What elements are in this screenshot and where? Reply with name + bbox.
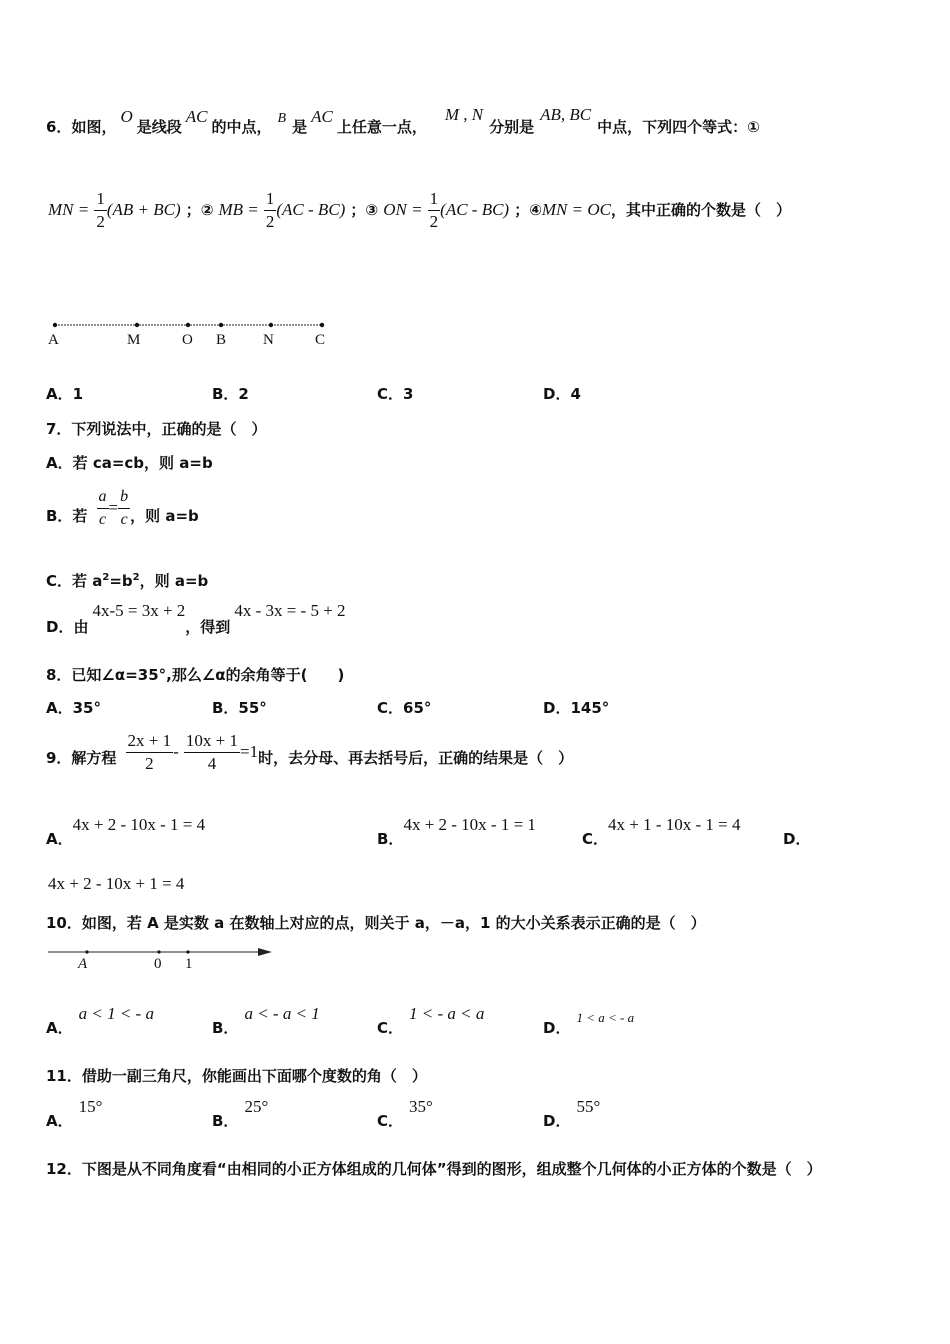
q8-option-d[interactable]: D．145° (543, 699, 610, 717)
axis-point-a (85, 950, 88, 953)
point-label-o: O (182, 332, 193, 348)
q9-option-d-label[interactable]: D． (783, 830, 811, 848)
q11-option-c[interactable]: C．35° (377, 1097, 433, 1130)
q7-option-c[interactable]: C．若 $a^2=b^2$，则 a=b (46, 572, 209, 590)
axis-point-0 (157, 950, 160, 953)
axis-label-1: 1 (185, 956, 193, 972)
q6-option-a[interactable]: A．1 (46, 385, 84, 403)
q6-option-d[interactable]: D．4 (543, 385, 581, 403)
q8-option-b[interactable]: B．55° (212, 699, 267, 717)
q9-option-a[interactable]: A．4x + 2 - 10x - 1 = 4 (46, 815, 206, 848)
point-n (269, 323, 273, 327)
point-label-n: N (263, 332, 274, 348)
q11-option-b[interactable]: B．25° (212, 1097, 269, 1130)
q10-option-c[interactable]: C．1 < - a < a (377, 1004, 485, 1037)
axis-label-0: 0 (154, 956, 162, 972)
q10-option-d[interactable]: D．1 < a < - a (543, 1010, 635, 1037)
axis-label-a: A (78, 956, 88, 972)
q6-option-c[interactable]: C．3 (377, 385, 414, 403)
q7-option-b[interactable]: B．若 $\frac{a}{c}$ = $\frac{b}{c}$ ，则 a=b (46, 488, 199, 528)
q7-stem: 7．下列说法中，正确的是（ ） (46, 420, 267, 438)
point-label-c: C (315, 332, 326, 348)
point-b (219, 323, 223, 327)
q8-stem: 8．已知∠α=35°,那么∠α的余角等于( ) (46, 666, 345, 684)
point-m (135, 323, 139, 327)
axis-point-1 (186, 950, 189, 953)
q8-option-c[interactable]: C．65° (377, 699, 432, 717)
q12-stem: 12．下图是从不同角度看“由相同的小正方体组成的几何体”得到的图形，组成整个几何体的小正方体的个数是（ ） (46, 1160, 822, 1178)
q6-option-b[interactable]: B．2 (212, 385, 249, 403)
q9-option-c[interactable]: C．4x + 1 - 10x - 1 = 4 (582, 815, 741, 848)
q11-option-a[interactable]: A．15° (46, 1097, 103, 1130)
q9-stem: 9．解方程 $\frac{2x + 1}{2}$ - $\frac{10x + 1}{4}$ =1时，去分母、再去括号后，正确的结果是（ ） (46, 731, 574, 773)
q6-segment-figure (44, 314, 344, 354)
q8-option-a[interactable]: A．35° (46, 699, 101, 717)
q9-option-d[interactable]: 4x + 2 - 10x + 1 = 4 (48, 874, 185, 893)
point-label-b: B (216, 332, 227, 348)
q7-option-d[interactable]: D．由4x-5 = 3x + 2，得到4x - 3x = - 5 + 2 (46, 601, 346, 636)
point-c (320, 323, 324, 327)
q10-stem: 10．如图，若 A 是实数 a 在数轴上对应的点，则关于 a，－a，1 的大小关系表示正确的是（ ） (46, 914, 706, 932)
q9-option-b[interactable]: B．4x + 2 - 10x - 1 = 1 (377, 815, 536, 848)
q10-option-a[interactable]: A．a < 1 < - a (46, 1004, 154, 1037)
q10-option-b[interactable]: B．a < - a < 1 (212, 1004, 320, 1037)
q11-stem: 11．借助一副三角尺，你能画出下面哪个度数的角（ ） (46, 1067, 427, 1085)
point-label-m: M (127, 332, 141, 348)
point-a (53, 323, 57, 327)
q11-option-d[interactable]: D．55° (543, 1097, 601, 1130)
point-label-a: A (48, 332, 59, 348)
q6-stem: 6．如图，O是线段AC的中点， B 是AC上任意一点，M , N分别是AB, BC中点，下列四个等式：① (46, 105, 760, 136)
point-o (186, 323, 190, 327)
q7-option-a[interactable]: A．若 ca=cb，则 a=b (46, 454, 213, 472)
q6-equations: MN = $\frac{1}{2}$ (AB + BC) ；② MB = $\frac{1}{2}$ (AC - BC) ；③ ON = $\frac{1}{2}$ (AC - BC) ；④MN = OC，其中正确的个数是（ ） (48, 189, 791, 231)
axis-arrow-icon (258, 948, 272, 956)
